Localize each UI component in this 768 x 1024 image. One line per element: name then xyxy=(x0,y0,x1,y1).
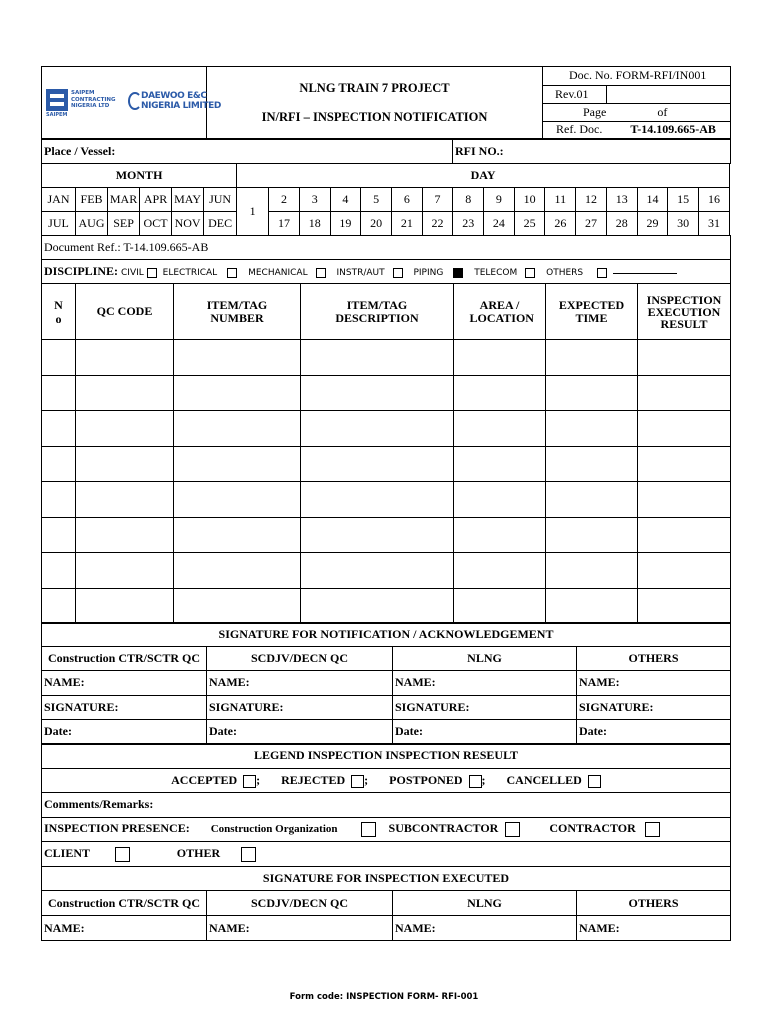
table-row xyxy=(42,340,731,376)
presence-contractor-label: CONTRACTOR xyxy=(549,821,636,836)
presence-label: INSPECTION PRESENCE: xyxy=(44,821,190,836)
day-31[interactable]: 31 xyxy=(699,212,730,236)
day-6[interactable]: 6 xyxy=(391,188,422,212)
sig-date-nlng[interactable]: Date: xyxy=(393,720,577,745)
sig-party-scdjv: SCDJV/DECN QC xyxy=(207,647,393,671)
presence-client-checkbox[interactable] xyxy=(115,847,130,862)
ref-doc xyxy=(543,121,731,138)
page-of xyxy=(543,103,731,121)
presence-subcontractor-checkbox[interactable] xyxy=(505,822,520,837)
page-label: Page xyxy=(583,104,607,119)
inspection-table xyxy=(41,283,731,624)
discipline-piping-checkbox[interactable] xyxy=(453,268,463,278)
presence-row-1 xyxy=(42,817,731,842)
presence-other-checkbox[interactable] xyxy=(241,847,256,862)
month-may[interactable]: MAY xyxy=(172,188,204,212)
presence-client-label: CLIENT xyxy=(44,845,90,860)
month-aug[interactable]: AUG xyxy=(76,212,108,236)
col-header-no: No xyxy=(42,284,76,340)
day-19[interactable]: 19 xyxy=(330,212,361,236)
month-jan[interactable]: JAN xyxy=(42,188,76,212)
day-23[interactable]: 23 xyxy=(453,212,484,236)
day-3[interactable]: 3 xyxy=(299,188,330,212)
presence-subcontractor-label: SUBCONTRACTOR xyxy=(388,821,499,836)
discipline-row xyxy=(42,260,731,284)
place-table xyxy=(41,139,731,164)
saipem-text-2: CONTRACTING xyxy=(71,96,116,103)
day-24[interactable]: 24 xyxy=(484,212,515,236)
sig-date-others[interactable]: Date: xyxy=(577,720,731,745)
discipline-mechanical-label: MECHANICAL xyxy=(248,268,308,278)
ref-doc-label: Ref. Doc. xyxy=(556,122,603,137)
discipline-others-line[interactable] xyxy=(613,273,677,274)
month-feb[interactable]: FEB xyxy=(76,188,108,212)
day-8[interactable]: 8 xyxy=(453,188,484,212)
doc-info-cell xyxy=(543,67,731,139)
month-dec[interactable]: DEC xyxy=(204,212,237,236)
exec-party-construction: Construction CTR/SCTR QC xyxy=(42,891,207,916)
legend-sep-3: ; xyxy=(481,772,486,787)
discipline-table xyxy=(41,235,731,284)
table-row xyxy=(42,446,731,482)
table-row xyxy=(42,588,731,624)
exec-party-others: OTHERS xyxy=(577,891,731,916)
discipline-electrical-label: ELECTRICAL xyxy=(162,268,218,278)
signature-executed-title: SIGNATURE FOR INSPECTION EXECUTED xyxy=(42,866,731,891)
day-17[interactable]: 17 xyxy=(269,212,300,236)
sig-name-others[interactable]: NAME: xyxy=(577,671,731,696)
day-14[interactable]: 14 xyxy=(637,188,668,212)
day-28[interactable]: 28 xyxy=(606,212,637,236)
discipline-mechanical-checkbox[interactable] xyxy=(316,268,326,278)
col-header-item-tag-description: ITEM/TAG DESCRIPTION xyxy=(301,284,454,340)
discipline-electrical-checkbox[interactable] xyxy=(227,268,237,278)
rev: Rev.01 xyxy=(543,85,606,103)
project-title: NLNG TRAIN 7 PROJECT xyxy=(299,80,450,95)
sig-party-construction: Construction CTR/SCTR QC xyxy=(42,647,207,671)
month-sep[interactable]: SEP xyxy=(108,212,140,236)
day-29[interactable]: 29 xyxy=(637,212,668,236)
legend-accepted: ACCEPTED xyxy=(171,772,238,787)
presence-contractor-checkbox[interactable] xyxy=(645,822,660,837)
form-code-footer: Form code: INSPECTION FORM- RFI-001 xyxy=(289,992,479,1002)
sig-signature-nlng[interactable]: SIGNATURE: xyxy=(393,695,577,720)
sig-date-construction[interactable]: Date: xyxy=(42,720,207,745)
discipline-piping-label: PIPING xyxy=(413,268,444,278)
day-11[interactable]: 11 xyxy=(545,188,576,212)
sig-signature-scdjv[interactable]: SIGNATURE: xyxy=(207,695,393,720)
table-row xyxy=(42,482,731,518)
day-25[interactable]: 25 xyxy=(514,212,545,236)
month-header: MONTH xyxy=(42,164,237,188)
col-header-expected-time: EXPECTED TIME xyxy=(546,284,638,340)
legend-title: LEGEND INSPECTION INSPECTION RESEULT xyxy=(42,744,731,769)
month-jul[interactable]: JUL xyxy=(42,212,76,236)
discipline-others-label: OTHERS xyxy=(546,268,584,278)
legend-cancelled-checkbox[interactable] xyxy=(588,775,601,788)
presence-construction-label: Construction Organization xyxy=(210,823,338,836)
form-title: IN/RFI – INSPECTION NOTIFICATION xyxy=(261,109,488,124)
table-row xyxy=(42,553,731,589)
presence-other-label: OTHER xyxy=(176,845,221,860)
day-2[interactable]: 2 xyxy=(269,188,300,212)
discipline-label: DISCIPLINE: xyxy=(44,264,119,278)
presence-construction-checkbox[interactable] xyxy=(361,822,376,837)
month-nov[interactable]: NOV xyxy=(172,212,204,236)
discipline-instr-label: INSTR/AUT xyxy=(336,268,385,278)
rfi-no-field[interactable]: RFI NO.: xyxy=(453,140,731,164)
day-13[interactable]: 13 xyxy=(606,188,637,212)
col-header-item-tag-number: ITEM/TAG NUMBER xyxy=(174,284,301,340)
col-header-qc-code: QC CODE xyxy=(76,284,174,340)
exec-name-nlng[interactable]: NAME: xyxy=(393,916,577,941)
sig-name-nlng[interactable]: NAME: xyxy=(393,671,577,696)
day-12[interactable]: 12 xyxy=(576,188,607,212)
day-1[interactable]: 1 xyxy=(237,188,269,236)
month-oct[interactable]: OCT xyxy=(140,212,172,236)
exec-name-scdjv[interactable]: NAME: xyxy=(207,916,393,941)
comments-field[interactable]: Comments/Remarks: xyxy=(42,793,731,818)
month-mar[interactable]: MAR xyxy=(108,188,140,212)
document-ref: Document Ref.: T-14.109.665-AB xyxy=(42,236,731,260)
exec-name-construction[interactable]: NAME: xyxy=(42,916,207,941)
ref-doc-value: T-14.109.665-AB xyxy=(630,122,716,137)
signature-notification-title: SIGNATURE FOR NOTIFICATION / ACKNOWLEDGEMENT xyxy=(42,623,731,647)
exec-party-scdjv: SCDJV/DECN QC xyxy=(207,891,393,916)
discipline-civil-checkbox[interactable] xyxy=(147,268,157,278)
saipem-under-text: SAIPEM xyxy=(46,112,68,118)
day-22[interactable]: 22 xyxy=(422,212,453,236)
legend-accepted-checkbox[interactable] xyxy=(243,775,256,788)
legend-cancelled: CANCELLED xyxy=(506,772,582,787)
table-row xyxy=(42,411,731,447)
day-21[interactable]: 21 xyxy=(391,212,422,236)
sig-signature-others[interactable]: SIGNATURE: xyxy=(577,695,731,720)
logo-cell xyxy=(42,67,221,139)
table-row xyxy=(42,375,731,411)
daewoo-swoosh-icon xyxy=(128,92,142,110)
exec-name-others[interactable]: NAME: xyxy=(577,916,731,941)
place-vessel-field[interactable]: Place / Vessel: xyxy=(42,140,453,164)
discipline-instr-checkbox[interactable] xyxy=(393,268,403,278)
col-header-area-location: AREA / LOCATION xyxy=(454,284,546,340)
day-10[interactable]: 10 xyxy=(514,188,545,212)
day-20[interactable]: 20 xyxy=(361,212,392,236)
day-15[interactable]: 15 xyxy=(668,188,699,212)
sig-signature-construction[interactable]: SIGNATURE: xyxy=(42,695,207,720)
title-cell xyxy=(207,67,543,139)
sig-name-construction[interactable]: NAME: xyxy=(42,671,207,696)
legend-row xyxy=(42,768,731,793)
legend-sep-1: ; xyxy=(256,772,261,787)
saipem-s-icon xyxy=(46,89,68,111)
legend-postponed: POSTPONED xyxy=(389,772,463,787)
day-18[interactable]: 18 xyxy=(299,212,330,236)
exec-party-nlng: NLNG xyxy=(393,891,577,916)
discipline-others-checkbox[interactable] xyxy=(597,268,607,278)
day-4[interactable]: 4 xyxy=(330,188,361,212)
discipline-telecom-checkbox[interactable] xyxy=(525,268,535,278)
sig-name-scdjv[interactable]: NAME: xyxy=(207,671,393,696)
signature-notification-table xyxy=(41,622,731,745)
day-16[interactable]: 16 xyxy=(699,188,730,212)
day-26[interactable]: 26 xyxy=(545,212,576,236)
month-apr[interactable]: APR xyxy=(140,188,172,212)
day-7[interactable]: 7 xyxy=(422,188,453,212)
saipem-text-1: SAIPEM xyxy=(71,90,95,96)
day-30[interactable]: 30 xyxy=(668,212,699,236)
daewoo-text-1: DAEWOO E&C xyxy=(141,91,207,101)
day-header: DAY xyxy=(237,164,730,188)
legend-table xyxy=(41,743,731,891)
day-9[interactable]: 9 xyxy=(484,188,515,212)
sig-date-scdjv[interactable]: Date: xyxy=(207,720,393,745)
signature-executed-table xyxy=(41,890,731,941)
legend-rejected-checkbox[interactable] xyxy=(351,775,364,788)
discipline-civil-label: CIVIL xyxy=(121,268,144,278)
day-27[interactable]: 27 xyxy=(576,212,607,236)
month-jun[interactable]: JUN xyxy=(204,188,237,212)
presence-row-2 xyxy=(42,842,731,867)
doc-no: Doc. No. FORM-RFI/IN001 xyxy=(543,67,731,85)
legend-rejected: REJECTED xyxy=(281,772,346,787)
sig-party-nlng: NLNG xyxy=(393,647,577,671)
table-row xyxy=(42,517,731,553)
col-header-inspection-result: INSPECTION EXECUTION RESULT xyxy=(638,284,731,340)
discipline-telecom-label: TELECOM xyxy=(474,268,518,278)
sig-party-others: OTHERS xyxy=(577,647,731,671)
daewoo-text-2: NIGERIA LIMITED xyxy=(141,101,221,111)
legend-sep-2: ; xyxy=(364,772,369,787)
saipem-text-3: NIGERIA LTD xyxy=(71,103,110,109)
header-table xyxy=(41,66,731,139)
legend-postponed-checkbox[interactable] xyxy=(469,775,482,788)
calendar-table xyxy=(41,163,730,236)
of-label: of xyxy=(657,104,668,119)
day-5[interactable]: 5 xyxy=(361,188,392,212)
